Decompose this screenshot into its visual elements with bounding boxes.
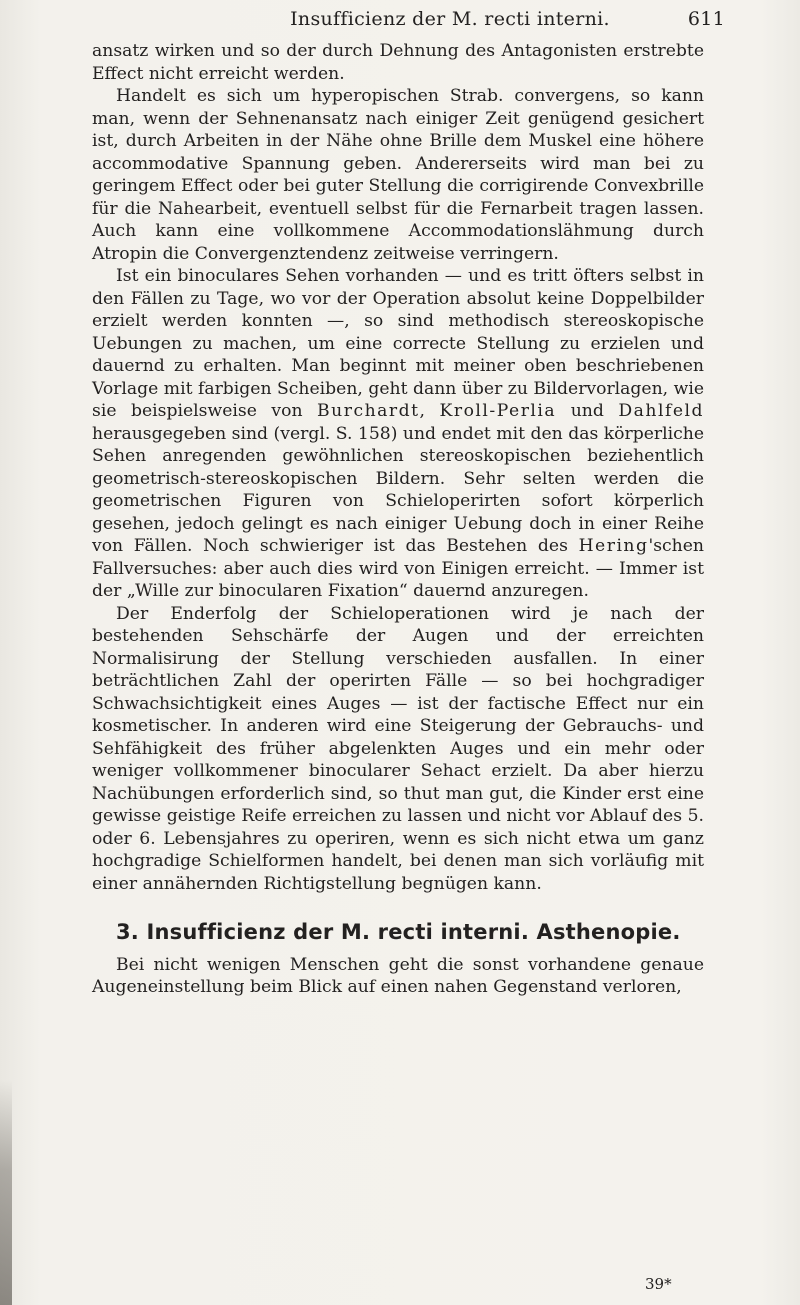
paragraph-3 xyxy=(92,265,704,603)
author-name: Burchardt xyxy=(317,401,420,421)
author-name: Hering xyxy=(578,536,649,556)
paragraph-3-text: , xyxy=(419,401,440,421)
paragraph-3-text: Ist ein binoculares Sehen vorhanden — und es tritt öfters selbst in den Fällen zu Tage, wo vor der Operation absolut keine Doppelbilder erzielt werden konnten —, so sind methodisch stereoskopische Uebungen zu machen, um eine correcte Stellung zu erzielen und dauernd zu erhalten. Man beginnt mit meiner oben beschriebenen Vorlage mit farbigen Scheiben, geht dann über zu Bildervorlagen, wie sie beispielsweise von xyxy=(92,266,704,421)
paragraph-1: ansatz wirken und so der durch Dehnung des Antagonisten erstrebte Effect nicht erreicht werden. xyxy=(92,41,704,84)
paragraph-4: Der Enderfolg der Schieloperationen wird je nach der bestehenden Sehschärfe der Augen und der erreichten Normalisirung der Stellung verschieden ausfallen. In einer beträchtlichen Zahl der operirten Fälle — so bei hochgradiger Schwachsichtigkeit eines Auges — ist der factische Effect nur ein kosmetischer. In anderen wird eine Steigerung der Gebrauchs- und Sehfähigkeit des früher abgelenkten Auges und ein mehr oder weniger vollkommener binocularer Sehact erzielt. Da aber hierzu Nachübungen erforderlich sind, so thut man gut, die Kinder erst eine gewisse geistige Reife erreichen zu lassen und nicht vor Ablauf des 5. oder 6. Lebensjahres zu operiren, wenn es sich nicht etwa um ganz hochgradige Schielformen handelt, bei denen man sich vorläufig mit einer annähernden Richtigstellung begnügen kann. xyxy=(92,603,704,894)
paragraph-3-text: 'schen Fallversuches: aber auch dies wird von Einigen erreicht. — Immer ist der „Wille zur binocularen Fixation“ dauernd anzuregen. xyxy=(92,536,704,601)
running-title: Insufficienz der M. recti interni. xyxy=(290,8,610,30)
author-name: Kroll-Perlia xyxy=(439,401,557,421)
page-header xyxy=(180,8,725,30)
page-edge-shadow xyxy=(0,1080,12,1305)
paragraph-5: Bei nicht wenigen Menschen geht die sonst vorhandene genaue Augeneinstellung beim Blick auf einen nahen Gegenstand verloren, xyxy=(92,954,704,997)
page-number: 611 xyxy=(687,8,725,30)
section-heading: 3. Insufficienz der M. recti interni. Asthenopie. xyxy=(116,920,681,944)
author-name: Dahlfeld xyxy=(618,401,705,421)
paragraph-3-text: und xyxy=(556,401,619,421)
body-text xyxy=(92,40,704,999)
paragraph-3-text: herausgegeben sind (vergl. S. 158) und endet mit den das körperliche Sehen anregenden gewöhnlichen stereoskopischen beziehentlich geometrisch-stereoskopischen Bildern. Sehr selten werden die geometrischen Figuren von Schieloperirten sofort körperlich gesehen, jedoch gelingt es nach einiger Uebung doch in einer Reihe von Fällen. Noch schwieriger ist das Bestehen des xyxy=(92,423,704,556)
paragraph-2: Handelt es sich um hyperopischen Strab. convergens, so kann man, wenn der Sehnenansatz nach einiger Zeit genügend gesichert ist, durch Arbeiten in der Nähe ohne Brille dem Muskel eine höhere accommodative Spannung geben. Andererseits wird man bei zu geringem Effect oder bei guter Stellung die corrigirende Convexbrille für die Nahearbeit, eventuell selbst für die Fernarbeit tragen lassen. Auch kann eine vollkommene Accommodationslähmung durch Atropin die Convergenztendenz zeitweise verringern. xyxy=(92,86,704,264)
signature-mark: 39* xyxy=(645,1275,672,1293)
